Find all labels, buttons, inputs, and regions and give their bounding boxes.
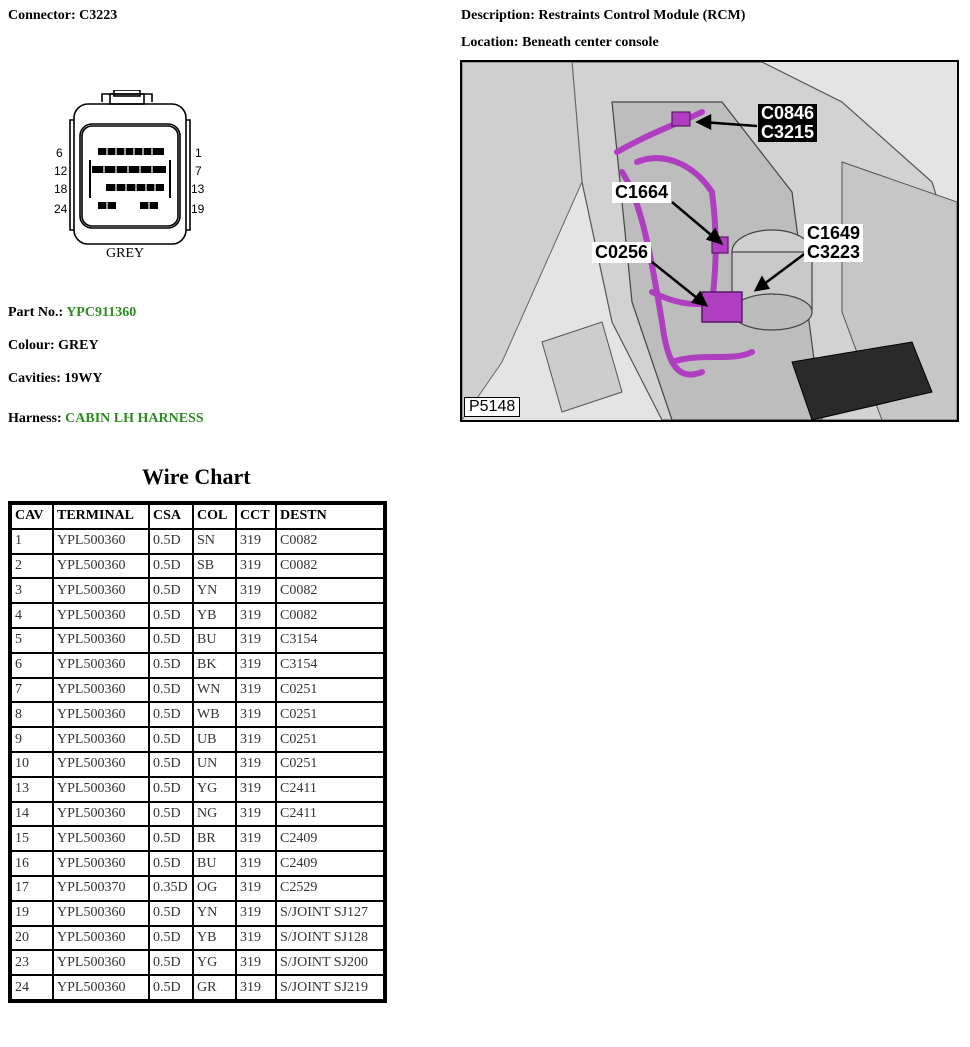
table-row: [12, 703, 383, 726]
table-row: [12, 951, 383, 974]
wire-chart-table: [8, 501, 387, 1003]
cell-csa: 0.5D: [150, 976, 192, 999]
cell-destn: S/JOINT SJ219: [277, 976, 383, 999]
cell-terminal: YPL500360: [54, 555, 148, 578]
cell-cct: 319: [237, 654, 275, 677]
connector-label: Connector:: [8, 8, 76, 23]
cell-cav: 13: [12, 778, 52, 801]
header-col: COL: [194, 505, 235, 528]
table-row: [12, 629, 383, 652]
table-row: [12, 827, 383, 850]
callout-c0256: C0256: [592, 242, 651, 263]
location-heading: [461, 35, 659, 51]
cell-col: UB: [194, 728, 235, 751]
cell-csa: 0.5D: [150, 629, 192, 652]
table-row: [12, 852, 383, 875]
cell-terminal: YPL500360: [54, 703, 148, 726]
cell-terminal: YPL500360: [54, 753, 148, 776]
harness-value[interactable]: CABIN LH HARNESS: [65, 411, 204, 426]
wire-chart-header-row: [12, 505, 383, 528]
cell-destn: C2411: [277, 778, 383, 801]
cell-terminal: YPL500360: [54, 579, 148, 602]
cell-terminal: YPL500360: [54, 951, 148, 974]
cell-col: SB: [194, 555, 235, 578]
callout-c1664: C1664: [612, 182, 671, 203]
cavities-value: 19WY: [64, 371, 103, 386]
cell-terminal: YPL500360: [54, 604, 148, 627]
cell-col: YN: [194, 902, 235, 925]
cell-csa: 0.5D: [150, 728, 192, 751]
cell-col: SN: [194, 530, 235, 553]
cell-cav: 4: [12, 604, 52, 627]
wire-chart-body: [12, 530, 383, 999]
photo-reference: P5148: [464, 397, 520, 417]
cell-cav: 2: [12, 555, 52, 578]
cell-destn: C0251: [277, 753, 383, 776]
cell-cav: 3: [12, 579, 52, 602]
table-row: [12, 976, 383, 999]
cell-col: UN: [194, 753, 235, 776]
cell-destn: C0251: [277, 703, 383, 726]
header-cav: CAV: [12, 505, 52, 528]
cell-csa: 0.5D: [150, 654, 192, 677]
table-row: [12, 902, 383, 925]
callout-c3215: C3215: [761, 122, 815, 142]
part-number-label: Part No.:: [8, 305, 64, 320]
cell-col: YB: [194, 927, 235, 950]
cell-col: NG: [194, 803, 235, 826]
cell-destn: C0251: [277, 679, 383, 702]
table-row: [12, 877, 383, 900]
cell-col: OG: [194, 877, 235, 900]
cell-csa: 0.5D: [150, 579, 192, 602]
cell-csa: 0.5D: [150, 753, 192, 776]
cell-cct: 319: [237, 604, 275, 627]
table-row: [12, 927, 383, 950]
cell-csa: 0.5D: [150, 778, 192, 801]
pin-label-24: 24: [54, 202, 68, 216]
cell-col: WN: [194, 679, 235, 702]
cell-destn: S/JOINT SJ128: [277, 927, 383, 950]
cell-terminal: YPL500360: [54, 927, 148, 950]
cell-cav: 20: [12, 927, 52, 950]
cell-cct: 319: [237, 530, 275, 553]
cell-cav: 17: [12, 877, 52, 900]
cavities-label: Cavities:: [8, 371, 61, 386]
colour-value: GREY: [58, 338, 99, 353]
cell-terminal: YPL500360: [54, 728, 148, 751]
cell-cct: 319: [237, 703, 275, 726]
pin-label-6: 6: [56, 146, 63, 160]
cell-cav: 15: [12, 827, 52, 850]
cell-terminal: YPL500360: [54, 827, 148, 850]
cell-terminal: YPL500360: [54, 679, 148, 702]
table-row: [12, 654, 383, 677]
colour: [8, 338, 99, 354]
colour-label: Colour:: [8, 338, 55, 353]
cell-csa: 0.5D: [150, 927, 192, 950]
cell-cav: 1: [12, 530, 52, 553]
cell-col: YG: [194, 951, 235, 974]
cell-terminal: YPL500360: [54, 803, 148, 826]
cell-col: GR: [194, 976, 235, 999]
cell-col: BU: [194, 629, 235, 652]
cell-csa: 0.5D: [150, 703, 192, 726]
cell-col: WB: [194, 703, 235, 726]
cell-csa: 0.5D: [150, 951, 192, 974]
wire-chart-title: Wire Chart: [142, 464, 251, 489]
cell-cav: 14: [12, 803, 52, 826]
cell-cct: 319: [237, 951, 275, 974]
cell-cct: 319: [237, 852, 275, 875]
cell-cct: 319: [237, 728, 275, 751]
connector-face-diagram: [50, 90, 215, 270]
cell-destn: C0082: [277, 579, 383, 602]
callout-c0846: C0846: [761, 103, 815, 123]
part-number: [8, 305, 136, 321]
table-row: [12, 778, 383, 801]
callout-c1649: C1649: [807, 223, 861, 243]
cell-terminal: YPL500360: [54, 902, 148, 925]
cell-destn: C2529: [277, 877, 383, 900]
cell-destn: C0082: [277, 530, 383, 553]
cell-destn: C3154: [277, 629, 383, 652]
cell-csa: 0.5D: [150, 679, 192, 702]
cell-csa: 0.5D: [150, 604, 192, 627]
cell-destn: C0251: [277, 728, 383, 751]
table-row: [12, 753, 383, 776]
cell-csa: 0.5D: [150, 555, 192, 578]
cell-cct: 319: [237, 927, 275, 950]
pin-label-12: 12: [54, 164, 68, 178]
cell-cct: 319: [237, 976, 275, 999]
pin-label-13: 13: [191, 182, 205, 196]
cell-cav: 5: [12, 629, 52, 652]
cell-col: BR: [194, 827, 235, 850]
cell-cav: 16: [12, 852, 52, 875]
pin-label-18: 18: [54, 182, 68, 196]
connector-value: C3223: [79, 8, 118, 23]
cell-cct: 319: [237, 753, 275, 776]
cell-cct: 319: [237, 803, 275, 826]
cell-csa: 0.5D: [150, 827, 192, 850]
cell-csa: 0.5D: [150, 530, 192, 553]
description-label: Description:: [461, 8, 535, 23]
cell-col: YN: [194, 579, 235, 602]
cell-cct: 319: [237, 778, 275, 801]
cell-cct: 319: [237, 877, 275, 900]
cell-destn: C2411: [277, 803, 383, 826]
callout-c1649-c3223: [804, 224, 863, 262]
header-destn: DESTN: [277, 505, 383, 528]
cell-cav: 23: [12, 951, 52, 974]
cell-cav: 9: [12, 728, 52, 751]
cell-cct: 319: [237, 679, 275, 702]
harness: [8, 411, 204, 427]
header-cct: CCT: [237, 505, 275, 528]
connector-heading: [8, 8, 117, 24]
cell-col: YG: [194, 778, 235, 801]
cell-destn: S/JOINT SJ127: [277, 902, 383, 925]
table-row: [12, 604, 383, 627]
cell-csa: 0.5D: [150, 902, 192, 925]
cell-terminal: YPL500360: [54, 852, 148, 875]
cell-cct: 319: [237, 629, 275, 652]
location-value: Beneath center console: [522, 35, 659, 50]
cell-cct: 319: [237, 579, 275, 602]
cell-cav: 19: [12, 902, 52, 925]
callout-c3223: C3223: [807, 242, 861, 262]
part-number-value[interactable]: YPC911360: [66, 305, 137, 320]
cell-destn: C0082: [277, 604, 383, 627]
cell-cav: 8: [12, 703, 52, 726]
description-heading: [461, 8, 745, 24]
pin-label-7: 7: [195, 164, 202, 178]
cavities: [8, 371, 103, 387]
cell-terminal: YPL500360: [54, 629, 148, 652]
location-label: Location:: [461, 35, 519, 50]
cell-terminal: YPL500360: [54, 654, 148, 677]
pin-label-19: 19: [191, 202, 205, 216]
harness-label: Harness:: [8, 411, 62, 426]
callout-c0846-c3215: [758, 104, 817, 142]
cell-terminal: YPL500370: [54, 877, 148, 900]
table-row: [12, 555, 383, 578]
cell-destn: C0082: [277, 555, 383, 578]
cell-destn: C3154: [277, 654, 383, 677]
cell-col: BU: [194, 852, 235, 875]
cell-cct: 319: [237, 555, 275, 578]
location-illustration: [460, 60, 959, 422]
cell-cav: 24: [12, 976, 52, 999]
table-row: [12, 679, 383, 702]
cell-terminal: YPL500360: [54, 976, 148, 999]
cell-terminal: YPL500360: [54, 778, 148, 801]
table-row: [12, 579, 383, 602]
cell-destn: C2409: [277, 852, 383, 875]
header-terminal: TERMINAL: [54, 505, 148, 528]
cell-col: YB: [194, 604, 235, 627]
cell-col: BK: [194, 654, 235, 677]
cell-destn: C2409: [277, 827, 383, 850]
cell-cav: 6: [12, 654, 52, 677]
cell-cct: 319: [237, 902, 275, 925]
table-row: [12, 530, 383, 553]
cell-cav: 10: [12, 753, 52, 776]
cell-cav: 7: [12, 679, 52, 702]
cell-csa: 0.5D: [150, 852, 192, 875]
cell-csa: 0.5D: [150, 803, 192, 826]
table-row: [12, 803, 383, 826]
header-csa: CSA: [150, 505, 192, 528]
cell-cct: 319: [237, 827, 275, 850]
connector-colour-caption: GREY: [106, 246, 145, 261]
cell-csa: 0.35D: [150, 877, 192, 900]
cell-terminal: YPL500360: [54, 530, 148, 553]
pin-label-1: 1: [195, 146, 202, 160]
description-value: Restraints Control Module (RCM): [538, 8, 746, 23]
cell-destn: S/JOINT SJ200: [277, 951, 383, 974]
table-row: [12, 728, 383, 751]
